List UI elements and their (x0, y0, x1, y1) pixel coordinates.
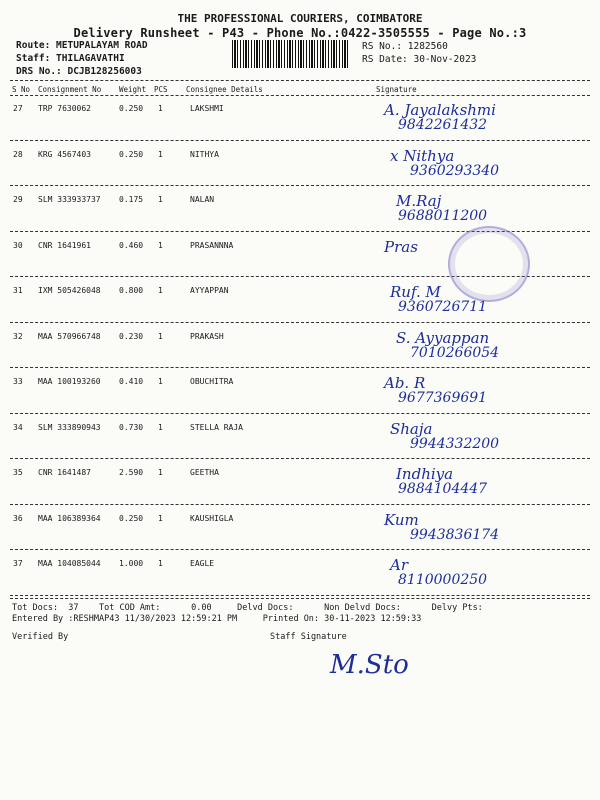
company-name: THE PROFESSIONAL COURIERS, COIMBATORE (177, 12, 423, 25)
row-pcs: 1 (158, 195, 163, 204)
row-signature: Shaja (390, 419, 433, 438)
row-weight: 0.410 (119, 377, 144, 386)
row-sno: 28 (13, 149, 23, 159)
header-top-rule (10, 80, 590, 81)
row-signature: Pras (384, 237, 418, 256)
row-signature: Ruf. M (390, 283, 441, 301)
row-consignment-no: MAA 106389364 (38, 513, 101, 523)
row-consignee: LAKSHMI (190, 104, 224, 113)
row-weight: 0.250 (119, 513, 144, 523)
row-consignment-no: SLM 333890943 (38, 422, 101, 432)
row-pcs: 1 (158, 149, 163, 159)
col-sno: S No (12, 85, 31, 94)
row-pcs: 1 (158, 104, 163, 113)
row-divider (10, 595, 590, 596)
row-sno: 27 (13, 104, 23, 113)
row-pcs: 1 (158, 331, 163, 341)
row-consignee: AYYAPPAN (190, 286, 229, 295)
row-signature-phone: 7010266054 (410, 344, 500, 361)
row-weight: 0.250 (119, 149, 144, 159)
col-pcs: PCS (154, 85, 168, 94)
barcode (232, 40, 348, 68)
row-divider (10, 322, 590, 323)
row-divider (10, 185, 590, 186)
row-consignment-no: MAA 104085044 (38, 559, 101, 568)
row-consignment-no: IXM 505426048 (38, 286, 101, 295)
row-signature-phone: 9360726711 (398, 299, 488, 315)
row-consignment-no: CNR 1641961 (38, 240, 91, 250)
verified-by-label: Verified By (12, 632, 69, 642)
row-divider (10, 504, 590, 505)
row-weight: 0.460 (119, 240, 144, 250)
row-sno: 33 (13, 377, 23, 386)
row-sno: 35 (13, 468, 23, 477)
row-signature: S. Ayyappan (396, 328, 490, 347)
row-pcs: 1 (158, 240, 163, 250)
row-weight: 0.250 (119, 104, 144, 113)
row-consignee: EAGLE (190, 559, 215, 568)
row-divider (10, 140, 590, 141)
row-consignee: PRASANNNA (190, 240, 234, 250)
row-consignment-no: KRG 4567403 (38, 149, 91, 159)
entered-by-line: Entered By :RESHMAP43 11/30/2023 12:59:21 PM Printed On: 30-11-2023 12:59:33 (12, 614, 422, 624)
row-pcs: 1 (158, 422, 163, 432)
totals-line: Tot Docs: 37 Tot COD Amt: 0.00 Delvd Docs: Non Delvd Docs: Delvy Pts: (12, 603, 483, 613)
row-sno: 30 (13, 240, 23, 250)
row-signature: A. Jayalakshmi (384, 101, 496, 119)
row-divider (10, 367, 590, 368)
row-signature: Indhiya (396, 465, 454, 483)
row-sno: 34 (13, 422, 23, 432)
staff-signature-mark: M.Sto (330, 650, 409, 680)
row-signature: M.Raj (396, 192, 442, 210)
row-signature-phone: 9943836174 (410, 526, 500, 543)
col-consignee: Consignee Details (186, 85, 263, 94)
row-signature-phone: 9944332200 (410, 435, 500, 452)
route-label: Route: METUPALAYAM ROAD (16, 40, 148, 51)
row-signature: Ab. R (384, 374, 426, 392)
row-consignee: GEETHA (190, 468, 219, 477)
row-signature-phone: 9677369691 (398, 390, 488, 406)
row-pcs: 1 (158, 559, 163, 568)
row-sno: 29 (13, 195, 23, 204)
col-consignment: Consignment No (38, 85, 102, 94)
row-pcs: 1 (158, 286, 163, 295)
row-signature-phone: 9842261432 (398, 117, 488, 133)
row-consignment-no: MAA 100193260 (38, 377, 101, 386)
row-consignee: NALAN (190, 195, 215, 204)
row-weight: 2.590 (119, 468, 144, 477)
row-sno: 37 (13, 559, 23, 568)
row-consignment-no: MAA 570966748 (38, 331, 101, 341)
row-divider (10, 413, 590, 414)
row-weight: 0.800 (119, 286, 144, 295)
runsheet-title: Delivery Runsheet - P43 - Phone No.:0422-3505555 - Page No.:3 (73, 26, 527, 40)
row-weight: 0.730 (119, 422, 144, 432)
row-signature-phone: 9688011200 (398, 208, 488, 224)
row-signature: Kum (384, 510, 419, 529)
rs-date: RS Date: 30-Nov-2023 (362, 54, 477, 65)
staff-label: Staff: THILAGAVATHI (16, 53, 125, 64)
row-divider (10, 549, 590, 550)
row-consignment-no: SLM 333933737 (38, 195, 101, 204)
row-consignment-no: CNR 1641487 (38, 468, 91, 477)
row-pcs: 1 (158, 513, 163, 523)
rs-number: RS No.: 1282560 (362, 41, 448, 52)
row-weight: 1.000 (119, 559, 144, 568)
row-signature: Ar (390, 556, 409, 574)
row-pcs: 1 (158, 377, 163, 386)
row-consignee: PRAKASH (190, 331, 224, 341)
footer-rule (10, 598, 590, 599)
row-signature-phone: 8110000250 (398, 572, 488, 588)
row-consignee: OBUCHITRA (190, 377, 234, 386)
rubber-stamp (448, 226, 530, 302)
row-consignee: STELLA RAJA (190, 422, 243, 432)
staff-signature-label: Staff Signature (270, 632, 347, 642)
row-consignee: NITHYA (190, 149, 219, 159)
row-pcs: 1 (158, 468, 163, 477)
row-signature-phone: 9360293340 (410, 162, 500, 179)
row-signature: x Nithya (390, 146, 455, 165)
col-weight: Weight (119, 85, 147, 94)
row-divider (10, 458, 590, 459)
row-consignee: KAUSHIGLA (190, 513, 234, 523)
row-signature-phone: 9884104447 (398, 481, 488, 497)
row-sno: 31 (13, 286, 23, 295)
row-weight: 0.230 (119, 331, 144, 341)
drs-number: DRS No.: DCJB128256003 (16, 66, 142, 77)
col-signature: Signature (376, 85, 417, 94)
header-bottom-rule (10, 95, 590, 96)
row-sno: 36 (13, 513, 23, 523)
row-consignment-no: TRP 7630062 (38, 104, 91, 113)
row-sno: 32 (13, 331, 23, 341)
row-weight: 0.175 (119, 195, 144, 204)
